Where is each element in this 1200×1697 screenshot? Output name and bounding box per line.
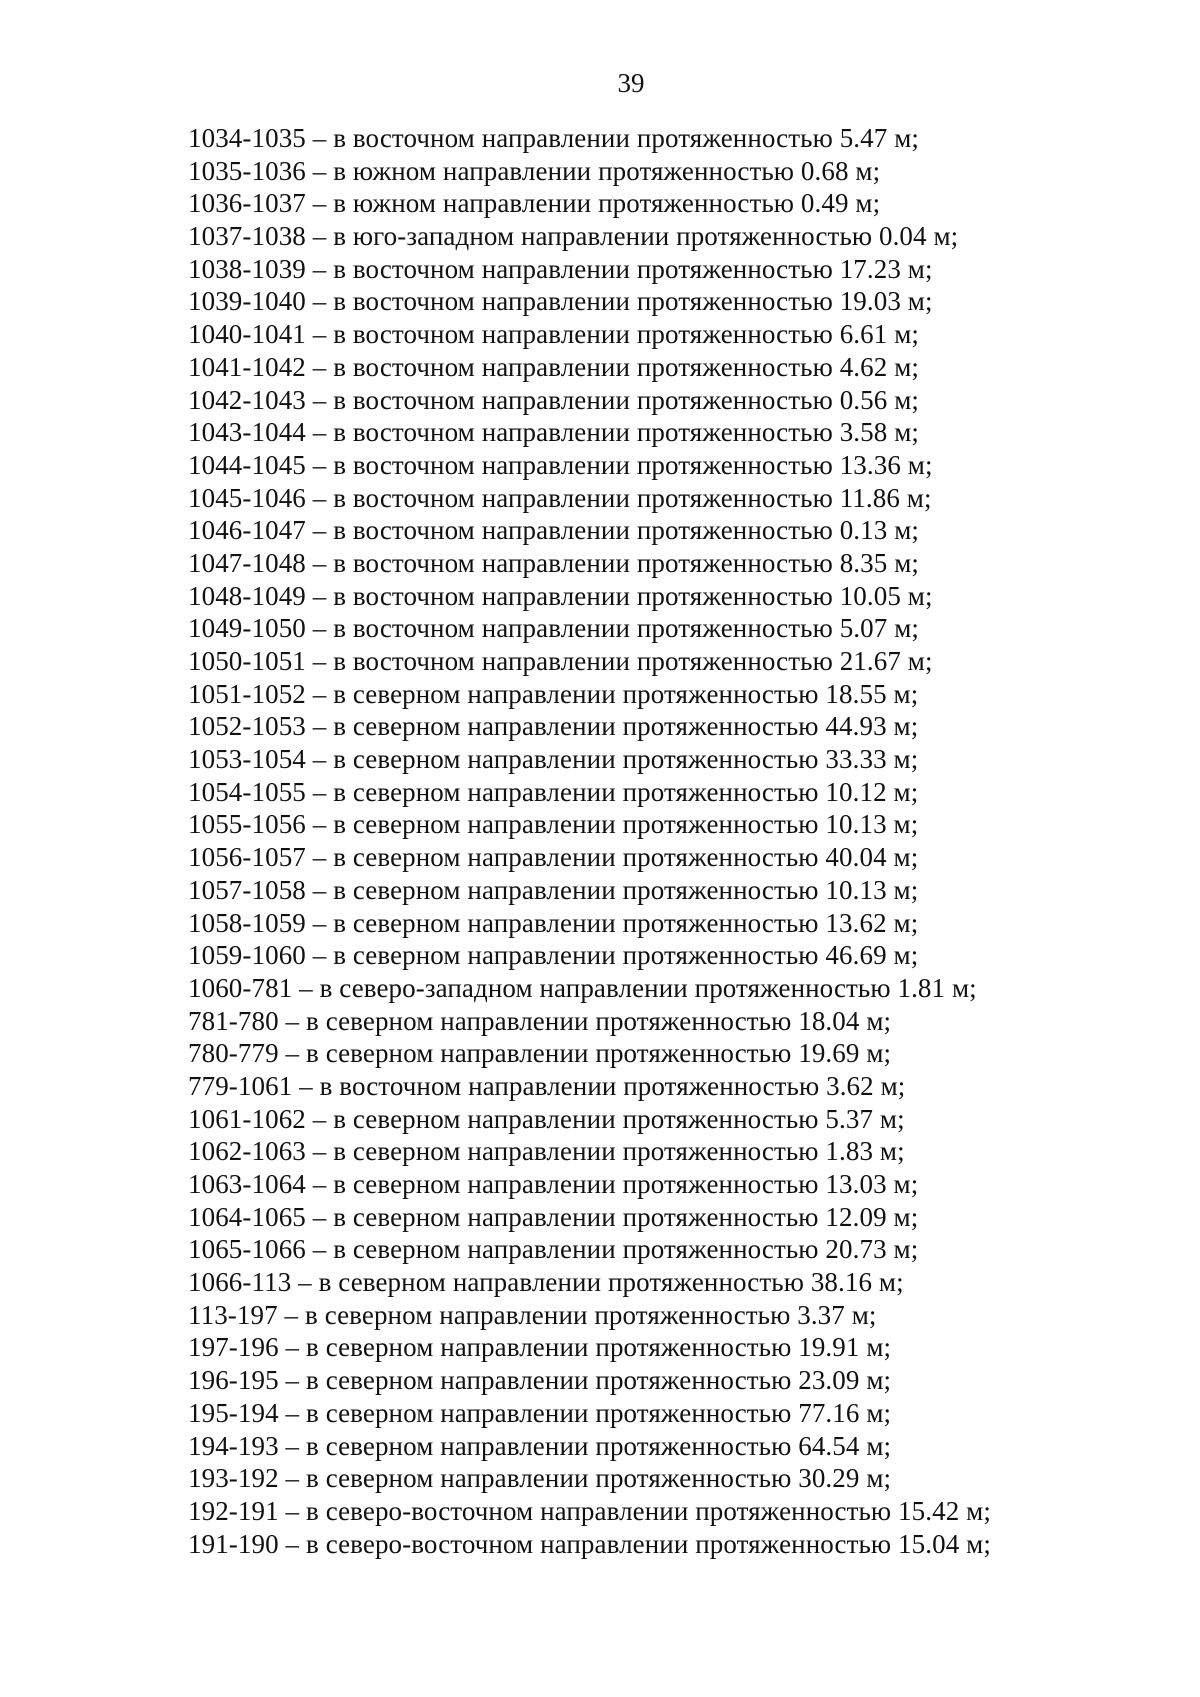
boundary-segment-line: 781-780 – в северном направлении протяженностью 18.04 м; xyxy=(188,1005,892,1036)
boundary-segment-line: 1051-1052 – в северном направлении протяженностью 18.55 м; xyxy=(188,678,919,709)
boundary-segment-line: 1062-1063 – в северном направлении протяженностью 1.83 м; xyxy=(188,1136,905,1167)
boundary-segment-line: 1053-1054 – в северном направлении протяженностью 33.33 м; xyxy=(188,744,919,775)
boundary-segment-line: 1040-1041 – в восточном направлении протяженностью 6.61 м; xyxy=(188,319,919,350)
boundary-segment-line: 194-193 – в северном направлении протяженностью 64.54 м; xyxy=(188,1430,892,1461)
boundary-segment-line: 1048-1049 – в восточном направлении протяженностью 10.05 м; xyxy=(188,580,933,611)
boundary-segment-list xyxy=(188,122,1188,1560)
boundary-segment-line: 1057-1058 – в северном направлении протяженностью 10.13 м; xyxy=(188,874,919,905)
boundary-segment-line: 780-779 – в северном направлении протяженностью 19.69 м; xyxy=(188,1038,892,1069)
boundary-segment-line: 1035-1036 – в южном направлении протяженностью 0.68 м; xyxy=(188,155,881,186)
boundary-segment-line: 1056-1057 – в северном направлении протяженностью 40.04 м; xyxy=(188,842,919,873)
boundary-segment-line: 1037-1038 – в юго-западном направлении протяженностью 0.04 м; xyxy=(188,221,959,252)
boundary-segment-line: 1045-1046 – в восточном направлении протяженностью 11.86 м; xyxy=(188,482,932,513)
page-number: 39 xyxy=(617,68,645,98)
boundary-segment-line: 1044-1045 – в восточном направлении протяженностью 13.36 м; xyxy=(188,449,933,480)
boundary-segment-line: 1065-1066 – в северном направлении протяженностью 20.73 м; xyxy=(188,1234,919,1265)
boundary-segment-line: 193-192 – в северном направлении протяженностью 30.29 м; xyxy=(188,1463,892,1494)
boundary-segment-line: 1055-1056 – в северном направлении протяженностью 10.13 м; xyxy=(188,809,919,840)
boundary-segment-line: 1063-1064 – в северном направлении протяженностью 13.03 м; xyxy=(188,1169,919,1199)
boundary-segment-line: 1050-1051 – в восточном направлении протяженностью 21.67 м; xyxy=(188,646,933,676)
boundary-segment-line: 1061-1062 – в северном направлении протяженностью 5.37 м; xyxy=(188,1103,905,1134)
boundary-segment-line: 1034-1035 – в восточном направлении протяженностью 5.47 м; xyxy=(188,123,919,153)
boundary-segment-line: 1038-1039 – в восточном направлении протяженностью 17.23 м; xyxy=(188,253,933,284)
boundary-segment-line: 1039-1040 – в восточном направлении протяженностью 19.03 м; xyxy=(188,286,933,317)
boundary-segment-line: 1049-1050 – в восточном направлении протяженностью 5.07 м; xyxy=(188,613,919,644)
boundary-segment-line: 1047-1048 – в восточном направлении протяженностью 8.35 м; xyxy=(188,547,919,578)
boundary-segment-line: 196-195 – в северном направлении протяженностью 23.09 м; xyxy=(188,1365,892,1396)
boundary-segment-line: 1059-1060 – в северном направлении протяженностью 46.69 м; xyxy=(188,940,919,971)
boundary-segment-line: 1041-1042 – в восточном направлении протяженностью 4.62 м; xyxy=(188,351,919,382)
boundary-segment-line: 1060-781 – в северо-западном направлении протяженностью 1.81 м; xyxy=(188,972,977,1003)
boundary-segment-line: 197-196 – в северном направлении протяженностью 19.91 м; xyxy=(188,1332,892,1363)
boundary-segment-line: 113-197 – в северном направлении протяженностью 3.37 м; xyxy=(188,1299,877,1330)
boundary-segment-line: 195-194 – в северном направлении протяженностью 77.16 м; xyxy=(188,1397,892,1428)
boundary-segment-line: 1054-1055 – в северном направлении протяженностью 10.12 м; xyxy=(188,776,919,807)
boundary-segment-line: 779-1061 – в восточном направлении протяженностью 3.62 м; xyxy=(188,1070,906,1101)
boundary-segment-line: 1066-113 – в северном направлении протяженностью 38.16 м; xyxy=(188,1267,904,1298)
boundary-segment-line: 1043-1044 – в восточном направлении протяженностью 3.58 м; xyxy=(188,417,919,448)
boundary-segment-line: 191-190 – в северо-восточном направлении протяженностью 15.04 м; xyxy=(188,1528,991,1559)
boundary-segment-line: 1052-1053 – в северном направлении протяженностью 44.93 м; xyxy=(188,711,919,742)
boundary-segment-line: 1036-1037 – в южном направлении протяженностью 0.49 м; xyxy=(188,188,881,219)
boundary-segment-line: 1064-1065 – в северном направлении протяженностью 12.09 м; xyxy=(188,1201,919,1232)
boundary-segment-line: 192-191 – в северо-восточном направлении протяженностью 15.42 м; xyxy=(188,1495,991,1526)
boundary-segment-line: 1058-1059 – в северном направлении протяженностью 13.62 м; xyxy=(188,907,919,938)
boundary-segment-line: 1042-1043 – в восточном направлении протяженностью 0.56 м; xyxy=(188,384,919,415)
boundary-segment-line: 1046-1047 – в восточном направлении протяженностью 0.13 м; xyxy=(188,515,919,546)
